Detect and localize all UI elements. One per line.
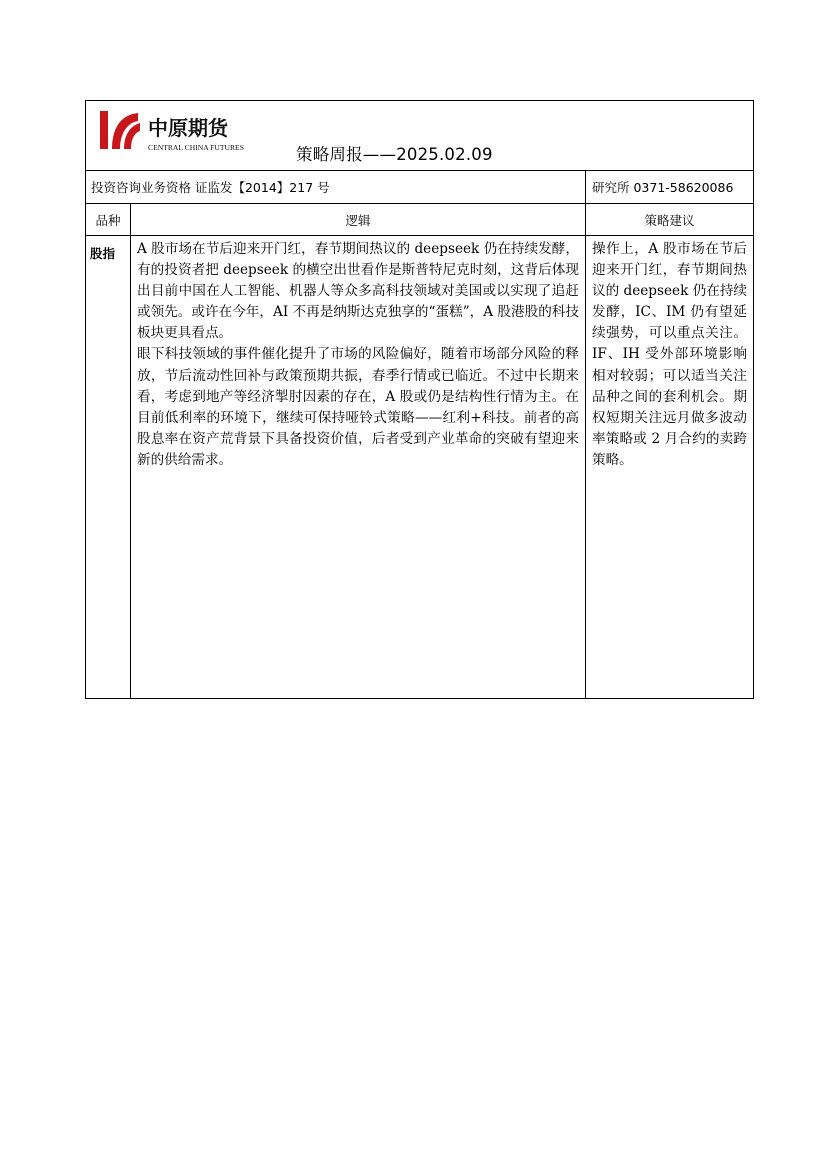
logo-english-name: CENTRAL CHINA FUTURES bbox=[148, 143, 244, 152]
column-header-logic: 逻辑 bbox=[131, 204, 586, 236]
report-header bbox=[86, 101, 754, 171]
logic-cell bbox=[131, 236, 586, 699]
logo-emblem-icon bbox=[100, 109, 260, 153]
qualification-info: 投资咨询业务资格 证监发【2014】217 号 bbox=[86, 171, 586, 204]
logic-paragraph: 眼下科技领域的事件催化提升了市场的风险偏好，随着市场部分风险的释放，节后流动性回补与政策预期共振，春季行情或已临近。不过中长期来看，考虑到地产等经济掣肘因素的存在，A 股或仍是结构性行情为主。在目前低利率的环境下，继续可保持哑铃式策略——红利+科技。前者的高股息率在资产荒背景下具备投资价值，后者受到产业革命的突破有望迎来新的供给需求。 bbox=[137, 346, 579, 468]
table-row bbox=[86, 236, 754, 699]
strategy-report-table bbox=[85, 100, 754, 699]
logic-paragraph: A 股市场在节后迎来开门红，春节期间热议的 deepseek 仍在持续发酵，有的投资者把 deepseek 的横空出世看作是斯普特尼克时刻，这背后体现出目前中国在人工智能、机器人等众多高科技领域对美国或以实现了追赶或领先。或许在今年，AI 不再是纳斯达克独享的“蛋糕”，A 股港股的科技板块更具看点。 bbox=[137, 241, 579, 342]
central-china-futures-logo bbox=[100, 109, 260, 153]
column-header-variety: 品种 bbox=[86, 204, 131, 236]
report-title: 策略周报——2025.02.09 bbox=[296, 145, 493, 164]
advice-cell: 操作上，A 股市场在节后迎来开门红，春节期间热议的 deepseek 仍在持续发酵，IC、IM 仍有望延续强势，可以重点关注。IF、IH 受外部环境影响相对较弱；可以适当关注品种之间的套利机会。期权短期关注远月做多波动率策略或 2 月合约的卖跨策略。 bbox=[586, 236, 754, 699]
column-header-advice: 策略建议 bbox=[586, 204, 754, 236]
variety-cell: 股指 bbox=[86, 236, 131, 699]
logo-chinese-name: 中原期货 bbox=[148, 116, 228, 140]
contact-info: 研究所 0371-58620086 bbox=[586, 171, 754, 204]
